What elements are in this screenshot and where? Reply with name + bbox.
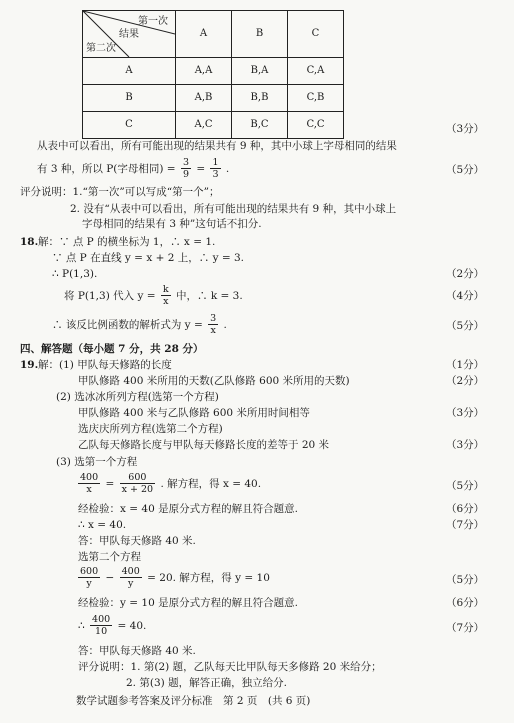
fraction-3-x	[208, 313, 218, 337]
q19-note1: 评分说明：1. 第(2) 题，乙队每天比甲队每天多修路 20 米给分；	[78, 661, 382, 673]
q19-b1: (2) 选冰冰所列方程(选第一个方程)	[56, 391, 219, 403]
page-footer: 数学试题参考答案及评分标准 第 2 页 (共 6 页)	[76, 695, 311, 707]
q18-line1: 解：∵ 点 P 的横坐标为 1，∴ x = 1.	[38, 236, 216, 248]
score-q19-c4: （7分）	[446, 519, 485, 531]
frac-numerator: k	[162, 284, 169, 295]
row-label: B	[83, 85, 176, 112]
q19-c2	[76, 472, 261, 496]
score-q19-c8: （6分）	[446, 597, 485, 609]
row-label: C	[83, 112, 176, 139]
table-cell: C,B	[288, 85, 344, 112]
frac-numerator: 400	[92, 614, 111, 625]
frac-denominator: x	[86, 484, 92, 496]
q18-line2: ∵ 点 P 在直线 y = x + 2 上，∴ y = 3.	[52, 252, 244, 264]
equals-sign: =	[105, 477, 115, 490]
table-cell: B,A	[232, 58, 288, 85]
row-label: A	[83, 58, 176, 85]
score-q19-a2: （2分）	[446, 375, 485, 387]
q19-c3: 经检验：x = 40 是原分式方程的解且符合题意.	[78, 503, 298, 515]
fraction-600-x20	[120, 472, 155, 496]
table-cell: B,B	[232, 85, 288, 112]
score-q19-a1: （1分）	[446, 359, 485, 371]
table-cell: A,C	[176, 112, 232, 139]
q18-number: 18.	[20, 236, 39, 248]
score-q18-b: （4分）	[446, 290, 485, 302]
score-table: （3分）	[446, 123, 485, 135]
score-q18-c: （5分）	[446, 320, 485, 332]
corner-first-label: 第一次	[138, 16, 168, 27]
corner-result-label: 结果	[119, 29, 139, 40]
frac-numerator: 600	[80, 566, 99, 577]
score-q19-c2: （5分）	[446, 480, 485, 492]
frac-denominator: 3	[212, 169, 219, 181]
frac-numerator: 3	[182, 157, 189, 168]
frac-denominator: x	[210, 325, 216, 337]
result-table	[82, 10, 344, 139]
fraction-3-9	[181, 157, 191, 181]
fraction-1-3	[210, 157, 220, 181]
q17-line2	[37, 157, 229, 181]
q17-line1: 从表中可以看出，所有可能出现的结果共有 9 种，其中小球上字母相同的结果	[37, 140, 397, 152]
col-header-b: B	[232, 11, 288, 58]
q19-c1: (3) 选第一个方程	[56, 456, 138, 468]
corner-second-label: 第二次	[86, 43, 116, 54]
score-q17: （5分）	[446, 164, 485, 176]
fraction-k-x	[161, 284, 171, 308]
frac-numerator: 3	[210, 313, 217, 324]
table-row	[83, 85, 344, 112]
table-header-row	[83, 11, 344, 58]
score-q19-c7: （5分）	[446, 574, 485, 586]
table-row	[83, 112, 344, 139]
table-cell: C,C	[288, 112, 344, 139]
q18-line4-pre: 将 P(1,3) 代入 y =	[64, 289, 156, 302]
q19-c7-post: = 20. 解方程，得 y = 10	[147, 571, 270, 584]
q18-line5-pre: ∴ 该反比例函数的解析式为 y =	[52, 318, 203, 331]
score-q19-c9: （7分）	[446, 622, 485, 634]
minus-sign: −	[105, 571, 115, 584]
score-q19-c3: （6分）	[446, 503, 485, 515]
score-q18-a: （2分）	[446, 268, 485, 280]
col-header-c: C	[288, 11, 344, 58]
frac-numerator: 600	[120, 472, 155, 484]
col-header-a: A	[176, 11, 232, 58]
q18-line3: ∴ P(1,3).	[52, 268, 98, 280]
score-q19-b4: （3分）	[446, 439, 485, 451]
q19-note2: 2. 第(3) 题，解答正确，独立给分.	[126, 677, 287, 689]
q19-c9-post: = 40.	[117, 619, 147, 632]
frac-numerator: 1	[212, 157, 219, 168]
q19-c7	[76, 566, 270, 590]
q19-c9	[78, 614, 146, 638]
table-cell: A,B	[176, 85, 232, 112]
q17-note2a: 2. 没有“从表中可以看出，所有可能出现的结果共有 9 种，其中小球上	[70, 203, 397, 215]
q17-line2-text: 有 3 种，所以 P(字母相同) =	[37, 162, 176, 175]
q17-note2b: 字母相同的结果有 3 种”这句话不扣分.	[82, 218, 262, 230]
q19-b4: 乙队每天修路长度与甲队每天修路长度的差等于 20 米	[78, 439, 330, 451]
q19-c10: 答：甲队每天修路 40 米.	[78, 645, 196, 657]
table-corner-cell	[83, 11, 176, 58]
q18-line4	[64, 284, 243, 308]
frac-denominator: y	[128, 578, 134, 590]
q19-c5: 答：甲队每天修路 40 米.	[78, 535, 196, 547]
therefore-symbol: ∴	[78, 619, 85, 632]
q19-number: 19.	[20, 359, 39, 371]
frac-denominator: 9	[182, 169, 189, 181]
frac-numerator: 400	[80, 472, 99, 483]
frac-denominator: y	[86, 578, 92, 590]
q19-c2-post: . 解方程，得 x = 40.	[160, 477, 262, 490]
fraction-400-10	[90, 614, 112, 638]
frac-denominator: x + 20	[121, 484, 154, 496]
q18-line5-post: .	[223, 318, 227, 331]
table-cell: B,C	[232, 112, 288, 139]
frac-numerator: 400	[121, 566, 140, 577]
fraction-600-y	[78, 566, 100, 590]
table-cell: A,A	[176, 58, 232, 85]
q17-note1: 评分说明：1.“第一次”可以写成“第一个”；	[20, 186, 220, 198]
equals-sign: =	[196, 162, 206, 175]
q19-b2: 甲队修路 400 米与乙队修路 600 米所用时间相等	[78, 407, 310, 419]
fraction-400-x	[78, 472, 100, 496]
q18-line5	[52, 313, 227, 337]
q19-a1: 解：(1) 甲队每天修路的长度	[38, 359, 172, 371]
table-cell: C,A	[288, 58, 344, 85]
frac-denominator: 10	[95, 626, 108, 638]
q19-a2: 甲队修路 400 米所用的天数(乙队修路 600 米所用的天数)	[78, 375, 350, 387]
table-row	[83, 58, 344, 85]
q19-b3: 选庆庆所列方程(选第二个方程)	[78, 423, 223, 435]
score-q19-b2: （3分）	[446, 407, 485, 419]
section-four-title: 四、解答题（每小题 7 分，共 28 分）	[20, 343, 204, 355]
q19-c4: ∴ x = 40.	[78, 519, 127, 531]
frac-denominator: x	[163, 296, 169, 308]
q19-c6: 选第二个方程	[78, 551, 141, 563]
fraction-400-y	[120, 566, 142, 590]
q18-line4-post: 中，∴ k = 3.	[176, 289, 243, 302]
q19-c8: 经检验：y = 10 是原分式方程的解且符合题意.	[78, 597, 298, 609]
period: .	[225, 162, 230, 175]
